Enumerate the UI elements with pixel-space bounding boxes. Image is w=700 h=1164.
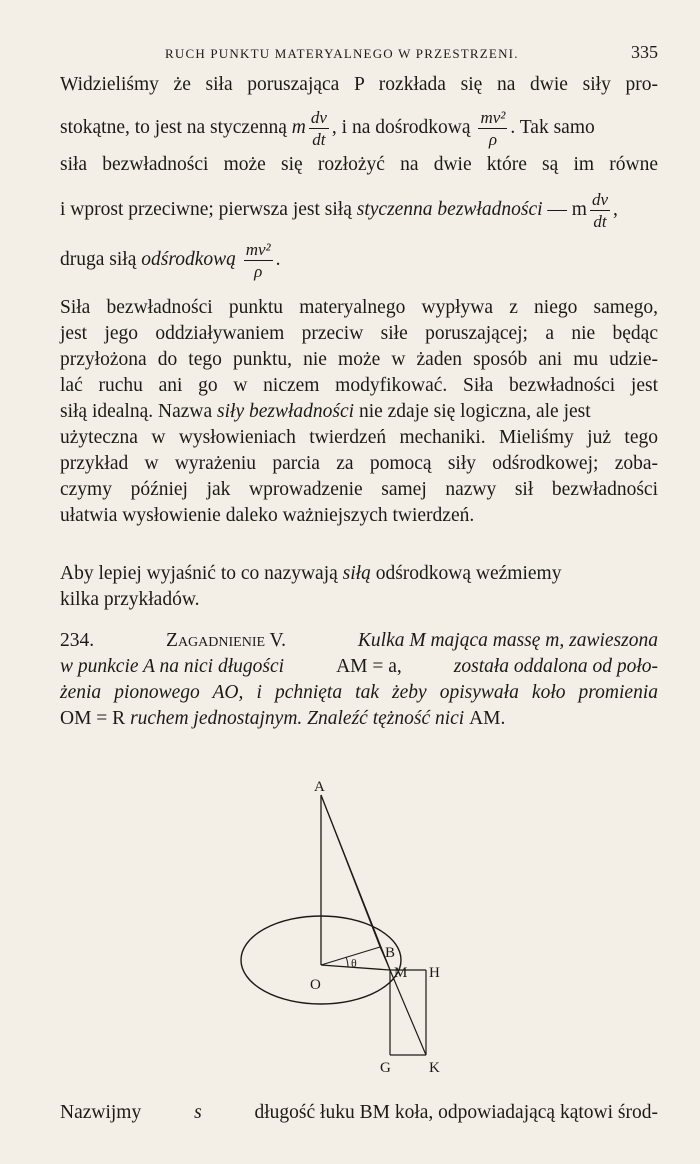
p2-line-9: ułatwia wysłowienie daleko ważniejszych twierdzeń.: [60, 505, 475, 526]
p2-line-3: przyłożona do tego punktu, nie może w żaden sposób ani mu udzie-: [60, 349, 658, 370]
p2-line-4: lać ruchu ani go w niczem modyfikować. Siła bezwładności jest: [60, 375, 658, 396]
problem-line-3: żenia pionowego AO, i pchnięta tak żeby opisywała koło promienia: [60, 682, 658, 703]
p2-line-8: czymy później jak wprowadzenie samej nazwy sił bezwładności: [60, 479, 658, 500]
p2-line-7: przykład w wyrażeniu parcia za pomocą siły odśrodkowej; zoba-: [60, 453, 658, 474]
fraction-mv2-rho-2: $\frac{\text{mv²}}{\rho}$: [245, 239, 271, 281]
fraction-mv2-rho: $\frac{\text{mv²}}{\rho}$: [480, 107, 506, 149]
label-b: B: [385, 945, 396, 961]
label-a: A: [314, 779, 325, 795]
label-g: G: [380, 1060, 391, 1075]
label-m: M: [394, 965, 408, 981]
page-header: [60, 40, 660, 64]
p1-line-4: i wprost przeciwne; pierwsza jest siłą styczenna bezwładności — m $\frac{dv}{dt}$ ,: [60, 189, 618, 231]
p1-line-3: siła bezwładności może się rozłożyć na dwie które są im równe: [60, 154, 658, 175]
diagonal-mk: [390, 970, 426, 1055]
angle-arc: [346, 957, 348, 967]
problem-line-2: w punkcie A na nici długości AM = a, została oddalona od poło-: [60, 656, 658, 677]
p1-line-2: stokątne, to jest na styczenną m $\frac{dv}{dt}$ , i na dośrodkową $\frac{\text{mv²}}{\rho}$ . Tak samo: [60, 107, 595, 149]
p2-line-6: użyteczna w wysłowieniach twierdzeń mechaniki. Mieliśmy już tego: [60, 427, 658, 448]
p1-line-5: druga siłą odśrodkową $\frac{\text{mv²}}{\rho}$ .: [60, 239, 281, 281]
fraction-dv-dt-2: $\frac{dv}{dt}$: [591, 189, 608, 231]
label-o: O: [310, 977, 321, 993]
p2-line-1: Siła bezwładności punktu materyalnego wypływa z niego samego,: [60, 297, 658, 318]
problem-line-1: 234. Zagadnienie V. Kulka M mająca massę m, zawieszona: [60, 628, 658, 654]
string-ab: [321, 795, 380, 947]
p1-line-1: Widzieliśmy że siła poruszająca P rozkłada się na dwie siły pro-: [60, 74, 658, 95]
p3-line-2: kilka przykładów.: [60, 589, 200, 610]
label-k: K: [429, 1060, 440, 1075]
p3-line-1: Aby lepiej wyjaśnić to co nazywają siłą odśrodkową weźmiemy: [60, 563, 562, 584]
p2-line-2: jest jego oddziaływaniem przeciw siłe poruszającej; a nie będąc: [60, 323, 658, 344]
problem-label: Zagadnienie V.: [166, 630, 286, 651]
page-number: 335: [631, 42, 658, 62]
problem-number: 234.: [60, 630, 95, 651]
label-h: H: [429, 965, 440, 981]
running-head: RUCH PUNKTU MATERYALNEGO W PRZESTRZENI.: [165, 46, 519, 61]
p2-line-5: siłą idealną. Nazwa siły bezwładności nie zdaje się logiczna, ale jest: [60, 401, 591, 422]
label-theta: θ: [351, 956, 357, 970]
fraction-dv-dt: $\frac{dv}{dt}$: [310, 107, 327, 149]
last-line: Nazwijmy s długość łuku BM koła, odpowiadającą kątowi środ-: [60, 1102, 658, 1123]
problem-line-4: OM = R ruchem jednostajnym. Znaleźć tężność nici AM.: [60, 708, 506, 729]
conical-pendulum-diagram: [230, 775, 460, 1075]
